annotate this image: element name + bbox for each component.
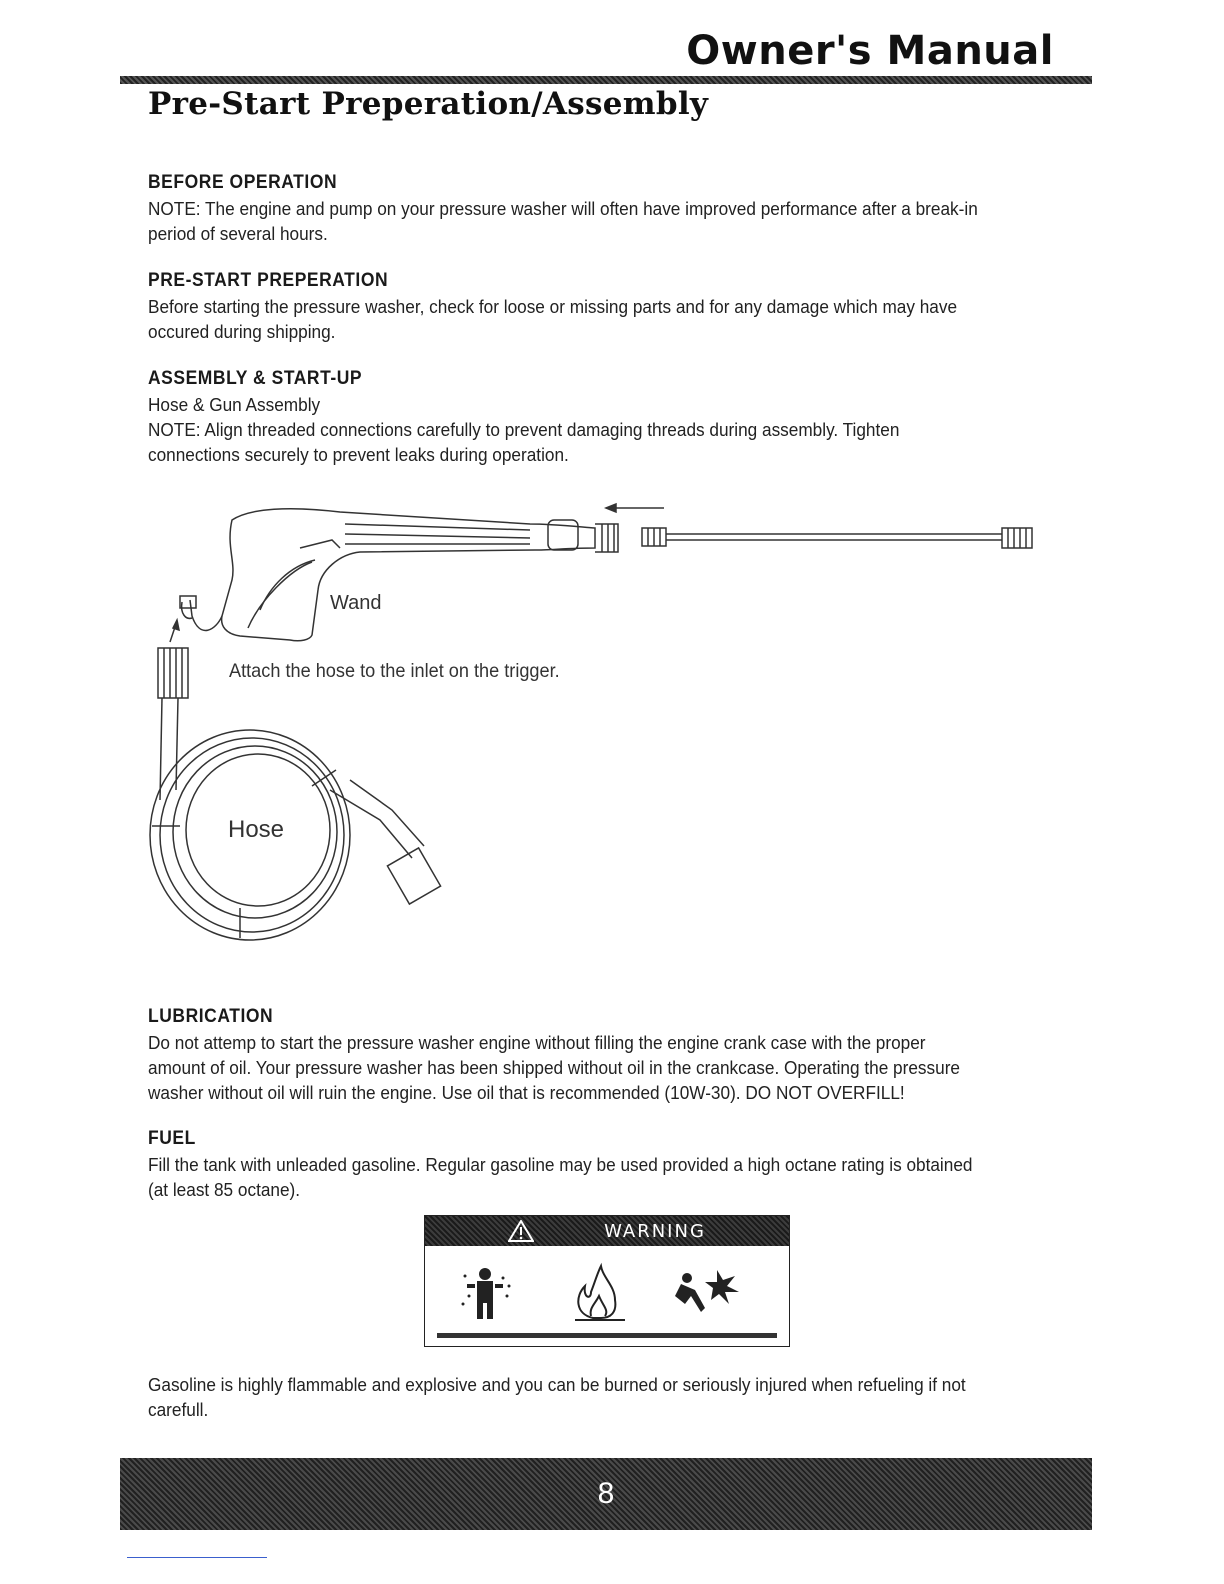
warning-icons <box>425 1256 789 1326</box>
fire-icon <box>575 1266 625 1320</box>
toxic-fumes-icon <box>462 1268 511 1319</box>
bottom-rule <box>127 1557 267 1558</box>
page-number: 8 <box>597 1477 615 1510</box>
hose-coil-icon <box>150 698 441 940</box>
explosion-icon <box>675 1270 739 1312</box>
before-operation-section <box>148 172 1078 246</box>
before-operation-text: NOTE: The engine and pump on your pressure washer will often have improved performance after a break-in period of several hours. <box>148 198 978 244</box>
assembly-subheading: Hose & Gun Assembly <box>148 394 321 415</box>
assembly-heading: ASSEMBLY & START-UP <box>148 368 363 389</box>
fuel-text: Fill the tank with unleaded gasoline. Regular gasoline may be used provided a high octane rating is obtained (at least 85 octane). <box>148 1154 973 1200</box>
manual-title: Owner's Manual <box>686 28 1054 74</box>
footer-bar <box>120 1458 1092 1530</box>
wand-icon <box>642 528 1032 548</box>
lubrication-section <box>148 1006 1078 1105</box>
hose-gun-assembly-figure <box>140 490 1060 960</box>
lubrication-text: Do not attemp to start the pressure washer engine without filling the engine crank case with the proper amount of oil. Your pressure washer has been shipped without oil in the crankcase. Operating the pressure washer without oil will ruin the engine. Use oil that is recommended (10W-30). DO NOT OVERFILL! <box>148 1032 960 1103</box>
wand-label: Wand <box>330 592 382 614</box>
warning-label <box>424 1215 790 1347</box>
lubrication-heading: LUBRICATION <box>148 1006 274 1027</box>
assembly-text: NOTE: Align threaded connections carefully to prevent damaging threads during assembly. Tighten connections securely to prevent leaks during operation. <box>148 419 900 465</box>
pre-start-heading: PRE-START PREPERATION <box>148 270 389 291</box>
pre-start-section <box>148 270 1078 344</box>
spray-gun-icon <box>180 509 618 641</box>
gasoline-note: Gasoline is highly flammable and explosive and you can be burned or seriously injured when refueling if not carefull. <box>148 1374 966 1420</box>
warning-bar <box>437 1333 777 1338</box>
assembly-section <box>148 368 1078 467</box>
hose-connector-icon <box>158 648 188 698</box>
warning-text: WARNING <box>604 1220 706 1242</box>
fuel-heading: FUEL <box>148 1128 196 1149</box>
header-rule <box>120 76 1092 84</box>
gasoline-note-section <box>148 1372 1078 1422</box>
pre-start-text: Before starting the pressure washer, check for loose or missing parts and for any damage which may have occured during shipping. <box>148 296 958 342</box>
hose-instruction: Attach the hose to the inlet on the trigger. <box>229 660 560 682</box>
arrow-left-icon <box>606 504 664 512</box>
hose-label: Hose <box>228 816 285 843</box>
section-title: Pre-Start Preperation/Assembly <box>148 86 709 122</box>
before-operation-heading: BEFORE OPERATION <box>148 172 338 193</box>
assembly-illustration <box>140 490 1060 960</box>
fuel-section <box>148 1128 1078 1202</box>
arrow-up-icon <box>170 620 179 642</box>
warning-banner <box>425 1216 789 1246</box>
hazard-icons <box>425 1256 789 1326</box>
warning-triangle-icon <box>508 1220 534 1242</box>
